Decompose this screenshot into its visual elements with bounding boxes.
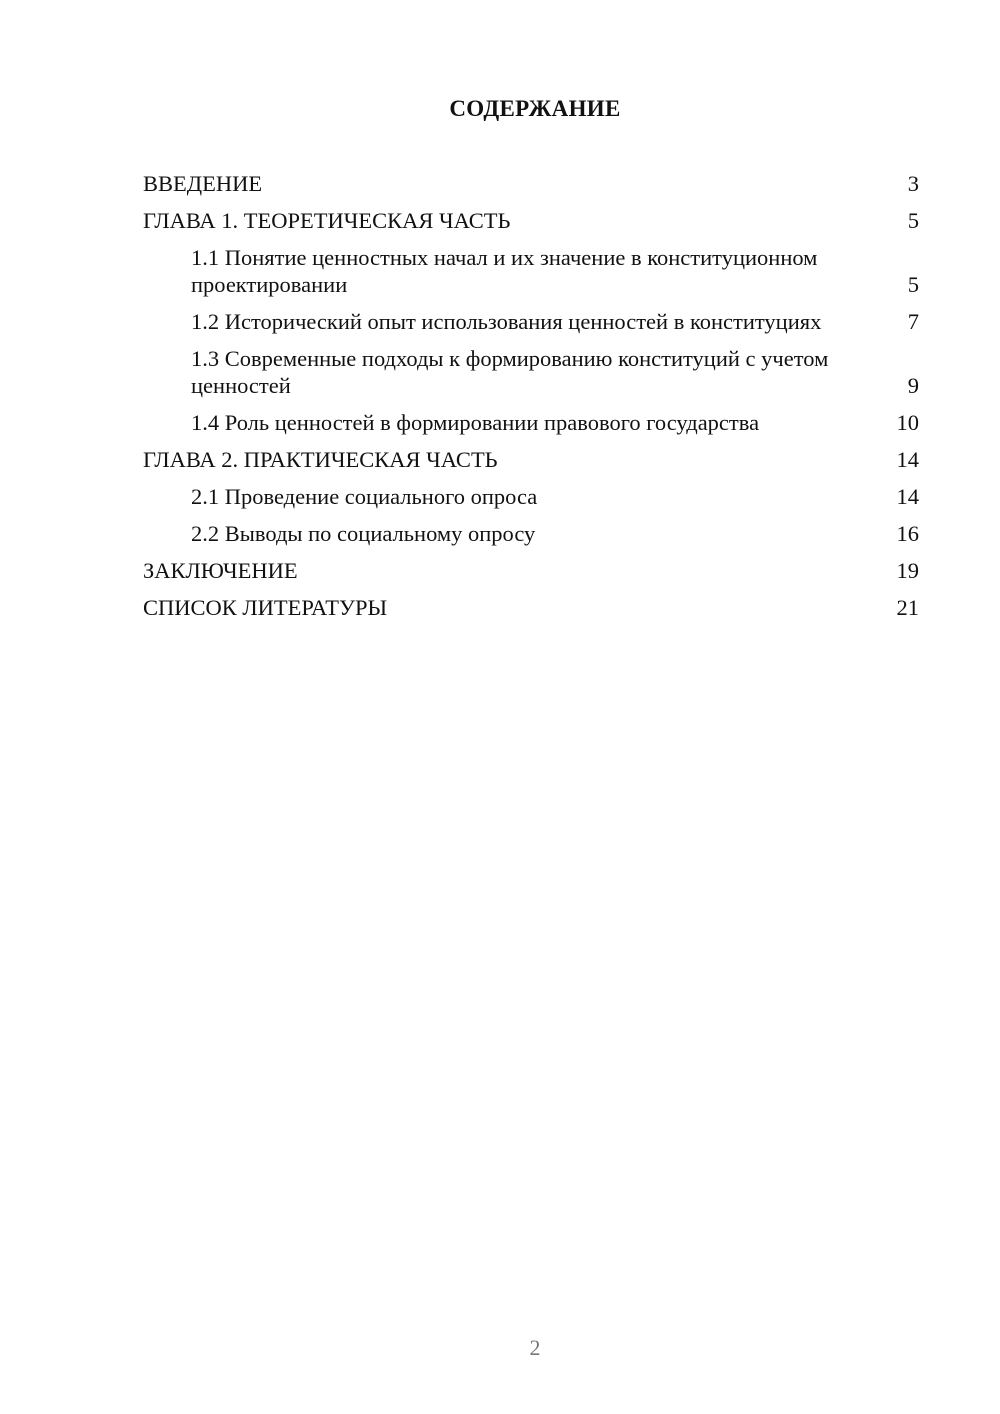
toc-item-page: 3 [907, 171, 919, 196]
toc-item-title: 1.2 Исторический опыт использования ценностей в конституциях [191, 309, 822, 334]
toc-item-title: СПИСОК ЛИТЕРАТУРЫ [143, 595, 388, 620]
toc-item-chapter-1[interactable] [143, 207, 919, 234]
toc-item-section-1-1[interactable] [143, 244, 919, 298]
toc-item-page: 21 [896, 595, 919, 620]
toc-item-title: ГЛАВА 2. ПРАКТИЧЕСКАЯ ЧАСТЬ [143, 447, 498, 472]
toc-item-page: 5 [907, 208, 919, 233]
toc-item-page: 5 [907, 272, 919, 297]
toc-item-introduction[interactable] [143, 170, 919, 197]
page-title: СОДЕРЖАНИЕ [449, 96, 621, 121]
toc-item-page: 7 [907, 309, 919, 334]
toc-item-title: 2.2 Выводы по социальному опросу [191, 521, 536, 546]
toc-item-title: 2.1 Проведение социального опроса [191, 484, 538, 509]
toc-item-title: 1.3 Современные подходы к формированию конституций с учетом ценностей [191, 346, 829, 398]
toc-item-page: 9 [907, 373, 919, 398]
toc-item-title: ЗАКЛЮЧЕНИЕ [143, 558, 298, 583]
toc-item-page: 19 [896, 558, 919, 583]
table-of-contents [143, 170, 919, 631]
toc-item-page: 14 [896, 484, 919, 509]
toc-item-section-1-4[interactable] [143, 409, 919, 436]
toc-item-conclusion[interactable] [143, 557, 919, 584]
toc-item-title: 1.4 Роль ценностей в формировании правового государства [191, 410, 760, 435]
toc-item-page: 14 [896, 447, 919, 472]
page-number: 2 [529, 1335, 541, 1360]
toc-item-references[interactable] [143, 594, 919, 621]
toc-item-page: 16 [896, 521, 919, 546]
toc-item-title: 1.1 Понятие ценностных начал и их значение в конституционном проектировании [191, 245, 818, 297]
toc-item-section-1-2[interactable] [143, 308, 919, 335]
toc-item-title: ВВЕДЕНИЕ [143, 171, 263, 196]
toc-item-section-2-1[interactable] [143, 483, 919, 510]
toc-item-title: ГЛАВА 1. ТЕОРЕТИЧЕСКАЯ ЧАСТЬ [143, 208, 511, 233]
toc-item-section-2-2[interactable] [143, 520, 919, 547]
toc-item-section-1-3[interactable] [143, 345, 919, 399]
toc-item-chapter-2[interactable] [143, 446, 919, 473]
toc-item-page: 10 [896, 410, 919, 435]
